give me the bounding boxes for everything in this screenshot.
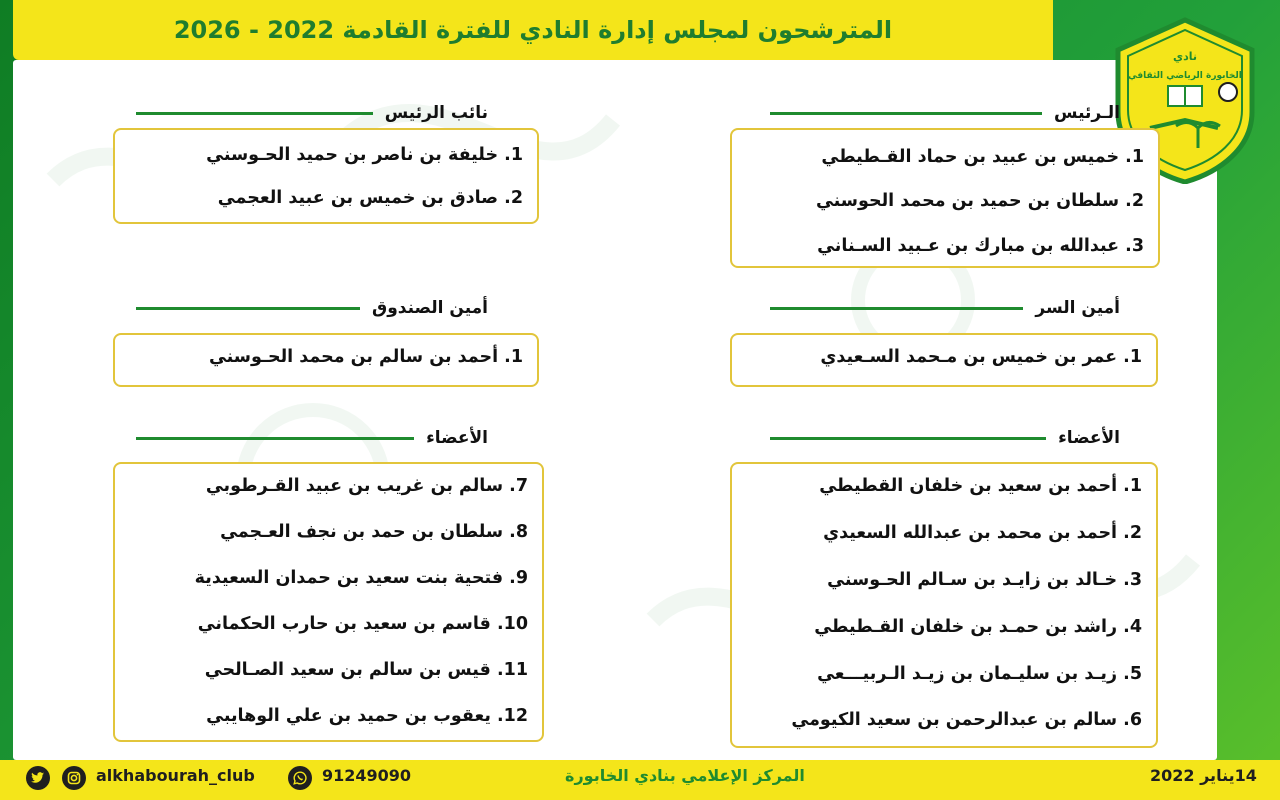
section-label: أمين الصندوق xyxy=(372,298,488,318)
treasurer-box xyxy=(113,333,539,387)
section-members-left-header xyxy=(136,428,488,448)
page-title: المترشحون لمجلس إدارة النادي للفترة القادمة 2022 - 2026 xyxy=(173,16,893,44)
instagram-icon[interactable] xyxy=(62,766,86,790)
list-item: 4. راشد بن حمـد بن خلفان القـطيطي xyxy=(814,617,1142,637)
members-right-box xyxy=(730,462,1158,748)
vice-president-box xyxy=(113,128,539,224)
section-label: الـرئيس xyxy=(1054,103,1120,123)
section-label: نائب الرئيس xyxy=(384,103,488,123)
list-item: 1. عمر بن خميس بن مـحمد السـعيدي xyxy=(820,347,1142,367)
logo-subtitle: الخابورة الرياضي الثقافي xyxy=(1128,71,1242,81)
logo-title: نادي xyxy=(1173,50,1197,63)
list-item: 3. عبدالله بن مبارك بن عـبيد السـناني xyxy=(817,236,1144,256)
list-item: 11. قيس بن سالم بن سعيد الصـالحي xyxy=(204,660,528,680)
list-item: 9. فتحية بنت سعيد بن حمدان السعيدية xyxy=(194,568,528,588)
list-item: 12. يعقوب بن حميد بن علي الوهايبي xyxy=(206,706,528,726)
section-secretary-header xyxy=(770,298,1120,318)
list-item: 5. زيـد بن سليـمان بن زيـد الـربيـــعي xyxy=(817,664,1142,684)
section-label: الأعضاء xyxy=(1058,428,1120,448)
secretary-box xyxy=(730,333,1158,387)
section-label: أمين السر xyxy=(1035,298,1120,318)
list-item: 2. صادق بن خميس بن عبيد العجمي xyxy=(217,188,523,208)
list-item: 7. سالم بن غريب بن عبيد القـرطوبي xyxy=(205,476,528,496)
list-item: 3. خـالد بن زايـد بن سـالم الحـوسني xyxy=(827,570,1142,590)
section-treasurer-header xyxy=(136,298,488,318)
social-handle[interactable]: alkhabourah_club xyxy=(96,766,255,785)
list-item: 6. سالم بن عبدالرحمن بن سعيد الكيومي xyxy=(791,710,1142,730)
section-divider xyxy=(136,112,373,115)
list-item: 2. سلطان بن حميد بن محمد الحوسني xyxy=(815,191,1144,211)
date-label: 14يناير 2022 xyxy=(1150,766,1257,785)
members-left-box xyxy=(113,462,544,742)
list-item: 10. قاسم بن سعيد بن حارب الحكماني xyxy=(197,614,528,634)
section-divider xyxy=(136,307,360,310)
header-banner xyxy=(13,0,1053,60)
section-vice-president-header xyxy=(136,103,488,123)
list-item: 1. أحمد بن سالم بن محمد الحـوسني xyxy=(208,347,523,367)
section-label: الأعضاء xyxy=(426,428,488,448)
president-box xyxy=(730,128,1160,268)
section-divider xyxy=(770,112,1042,115)
section-divider xyxy=(136,437,414,440)
list-item: 8. سلطان بن حمد بن نجف العـجمي xyxy=(220,522,528,542)
list-item: 1. خليفة بن ناصر بن حميد الحـوسني xyxy=(206,145,523,165)
list-item: 2. أحمد بن محمد بن عبدالله السعيدي xyxy=(823,523,1142,543)
phone-number[interactable]: 91249090 xyxy=(322,766,412,785)
whatsapp-icon[interactable] xyxy=(288,766,312,790)
section-members-right-header xyxy=(770,428,1120,448)
list-item: 1. أحمد بن سعيد بن خلفان القطيطي xyxy=(819,476,1142,496)
media-center-label: المركز الإعلامي بنادي الخابورة xyxy=(565,766,805,785)
twitter-icon[interactable] xyxy=(26,766,50,790)
section-divider xyxy=(770,437,1046,440)
section-president-header xyxy=(770,103,1120,123)
list-item: 1. خميس بن عبيد بن حماد القـطيطي xyxy=(821,147,1144,167)
section-divider xyxy=(770,307,1023,310)
